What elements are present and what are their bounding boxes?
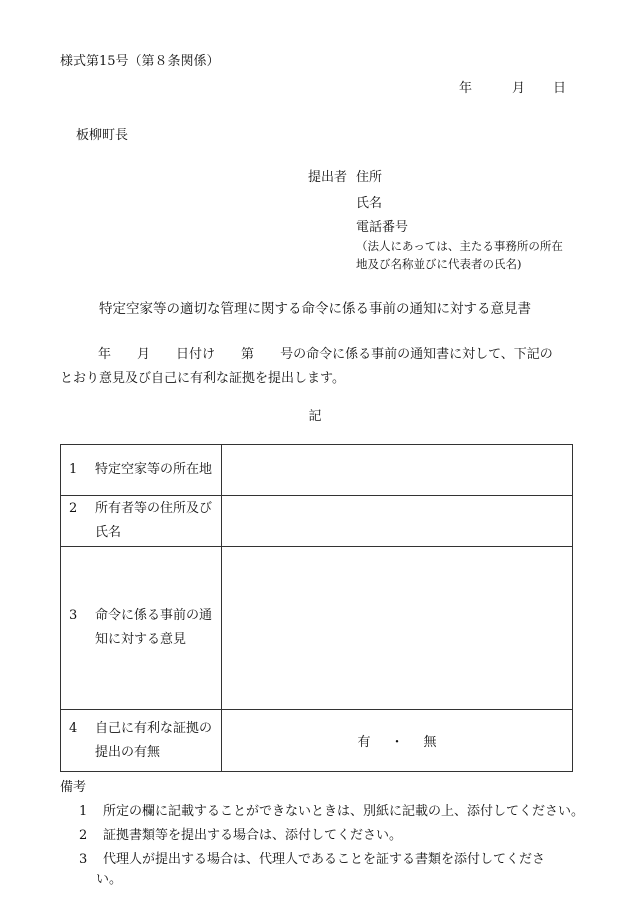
details-table [60,444,573,772]
table-row [61,445,573,496]
date-day-label: 日 [553,81,567,96]
row-label: 特定空家等の所在地 [95,462,213,477]
row-label-cell [61,547,222,710]
body-line2: とおり意見及び自己に有利な証拠を提出します。 [60,371,345,386]
submitter-label: 提出者 [308,170,348,185]
remark-text: 所定の欄に記載することができないときは、別紙に記載の上、添付してください。 [103,804,585,819]
row-label-cell [61,496,222,547]
row-number: 4 [69,720,78,736]
remark-number: 1 [79,804,88,819]
table-row [61,496,573,547]
document-title: 特定空家等の適切な管理に関する命令に係る事前の通知に対する意見書 [99,301,531,317]
form-number: 様式第15号（第８条関係） [60,54,220,69]
row-label-cell [61,445,222,496]
body-dai: 第 [241,347,255,362]
remark-item [79,800,584,819]
date-year-label: 年 [459,81,473,96]
body-month: 月 [137,347,151,362]
body-day-dated: 日付け [176,347,216,362]
remark-item [79,824,402,843]
address-label: 住所 [356,170,383,185]
row-label-cell [61,710,222,772]
row-label: 自己に有利な証拠の提出の有無 [95,720,213,760]
remark-number: 3 [79,852,88,867]
remark-text-continued: い。 [96,872,123,887]
row-number: 3 [69,608,78,623]
remark-number: 2 [79,828,88,843]
corporation-note-line1: （法人にあっては、主たる事務所の所在 [356,239,563,253]
row-label: 命令に係る事前の通知に対する意見 [95,608,213,647]
remark-text: 代理人が提出する場合は、代理人であることを証する書類を添付してくださ [103,852,546,867]
opinion-value-cell[interactable] [222,547,573,710]
table-row [61,547,573,710]
remark-item [79,848,545,867]
remarks-heading: 備考 [60,780,87,795]
date-line [459,77,566,96]
table-row [61,710,573,772]
owner-value-cell[interactable] [222,496,573,547]
row-number: 1 [69,462,78,477]
row-label: 所有者等の住所及び氏名 [95,501,213,540]
date-month-label: 月 [512,81,526,96]
option-separator: ・ [390,735,404,750]
row-number: 2 [69,501,78,516]
body-year: 年 [98,347,112,362]
evidence-value-cell[interactable] [222,710,573,772]
remark-text: 証拠書類等を提出する場合は、添付してください。 [103,828,403,843]
body-line1 [98,343,553,362]
addressee: 板柳町長 [76,128,129,143]
corporation-note-line2: 地及び名称並びに代表者の氏名) [356,257,522,271]
name-label: 氏名 [356,196,383,211]
phone-label: 電話番号 [356,220,409,235]
ki-heading: 記 [308,409,322,424]
location-value-cell[interactable] [222,445,573,496]
option-yes[interactable]: 有 [357,735,371,750]
option-no[interactable]: 無 [423,735,437,750]
body-rest: 号の命令に係る事前の通知書に対して、下記の [280,347,553,362]
